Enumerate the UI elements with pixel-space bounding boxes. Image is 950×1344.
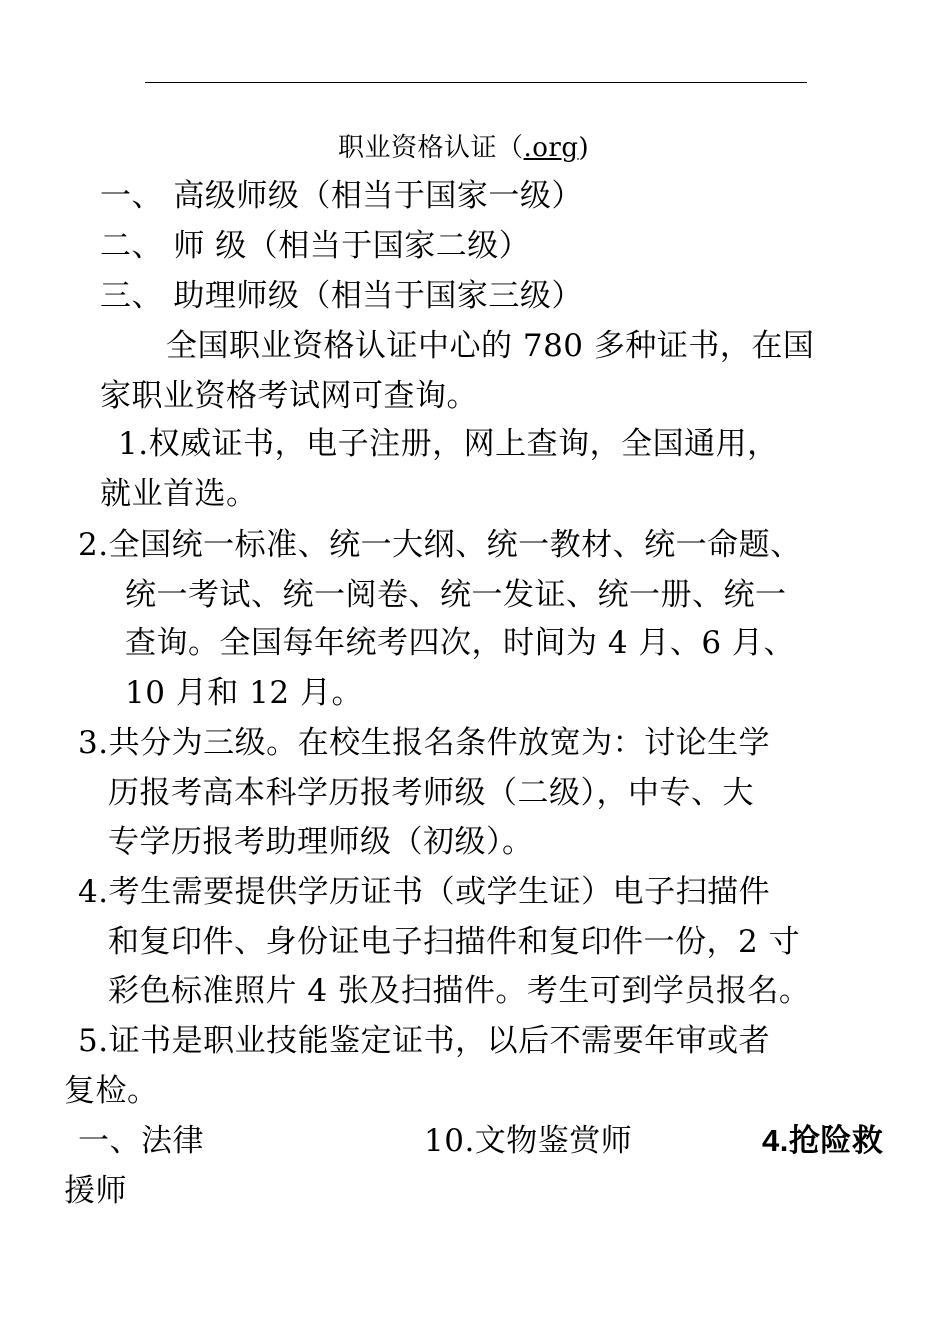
item-5-line-2: 复检。 (64, 1073, 159, 1109)
level-1: 一、 高级师级（相当于国家一级） (100, 178, 583, 214)
item-3-line-3: 专学历报考助理师级（初级）。 (108, 824, 534, 860)
level-3: 三、 助理师级（相当于国家三级） (100, 278, 583, 314)
category-law: 一、法律 (78, 1123, 204, 1159)
item-4-line-2: 和复印件、身份证电子扫描件和复印件一份，2 寸 (108, 924, 801, 960)
item-5-line-1: 5.证书是职业技能鉴定证书，以后不需要年审或者 (78, 1023, 771, 1059)
item-1-line-2: 就业首选。 (100, 476, 258, 512)
header-rule (145, 82, 807, 83)
category-relic-appraiser: 10.文物鉴赏师 (424, 1123, 633, 1159)
item-4-line-3: 彩色标准照片 4 张及扫描件。考生可到学员报名。 (108, 973, 811, 1009)
item-2-line-3: 查询。全国每年统考四次，时间为 4 月、6 月、 (125, 625, 796, 661)
intro-line-1: 全国职业资格认证中心的 780 多种证书，在国 (166, 328, 815, 364)
title-text: 职业资格认证（ (338, 133, 524, 163)
item-2-line-4: 10 月和 12 月。 (125, 675, 363, 711)
level-2: 二、 师 级（相当于国家二级） (100, 228, 531, 264)
item-2-line-2: 统一考试、统一阅卷、统一发证、统一册、统一 (125, 577, 787, 613)
title-link[interactable]: .org (523, 133, 579, 163)
intro-line-2: 家职业资格考试网可查询。 (100, 378, 478, 414)
item-3-line-1: 3.共分为三级。在校生报名条件放宽为：讨论生学 (78, 725, 771, 761)
title-close: ) (578, 133, 590, 163)
item-1-line-1: 1.权威证书，电子注册，网上查询，全国通用， (118, 426, 779, 462)
item-2-line-1: 2.全国统一标准、统一大纲、统一教材、统一命题、 (78, 527, 802, 563)
item-3-line-2: 历报考高本科学历报考师级（二级），中专、大 (108, 775, 754, 811)
item-4-line-1: 4.考生需要提供学历证书（或学生证）电子扫描件 (78, 874, 771, 910)
category-rescue-wrap: 援师 (64, 1173, 127, 1209)
category-rescue: 4.抢险救 (762, 1123, 884, 1158)
page-title (338, 128, 589, 168)
